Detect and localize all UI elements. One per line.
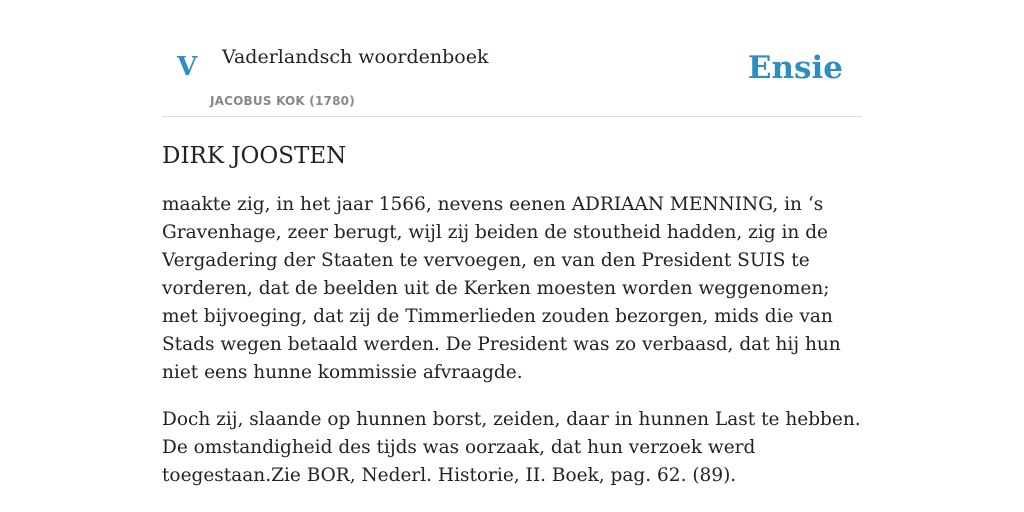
page xyxy=(162,0,862,509)
book-title-link[interactable]: Vaderlandsch woordenboek xyxy=(222,46,489,68)
entry-paragraph: Doch zij, slaande op hunnen borst, zeiden, daar in hunnen Last te hebben. De omstandigheid des tijds was oorzaak, dat hun verzoek werd toegestaan.Zie BOR, Nederl. Historie, II. Boek, pag. 62. (89). xyxy=(162,409,861,486)
book-author: JACOBUS KOK (1780) xyxy=(210,94,355,108)
entry-body xyxy=(162,191,862,490)
ensie-logo-link[interactable]: Ensie xyxy=(747,50,843,86)
entry-paragraph: maakte zig, in het jaar 1566, nevens eenen ADRIAAN MENNING, in ‘s Gravenhage, zeer berugt, wijl zij beiden de stoutheid hadden, zig in de Vergadering der Staaten te vervoegen, en van den President SUIS te vorderen, dat de beelden uit de Kerken moesten worden weggenomen; met bijvoeging, dat zij de Timmerlieden zouden bezorgen, mids die van Stads wegen betaald werden. De President was zo verbaasd, dat hij hun niet eens hunne kommissie afvraagde. xyxy=(162,194,841,383)
entry-title: DIRK JOOSTEN xyxy=(162,143,347,169)
book-header xyxy=(162,0,862,117)
book-letter-badge: V xyxy=(177,52,198,82)
